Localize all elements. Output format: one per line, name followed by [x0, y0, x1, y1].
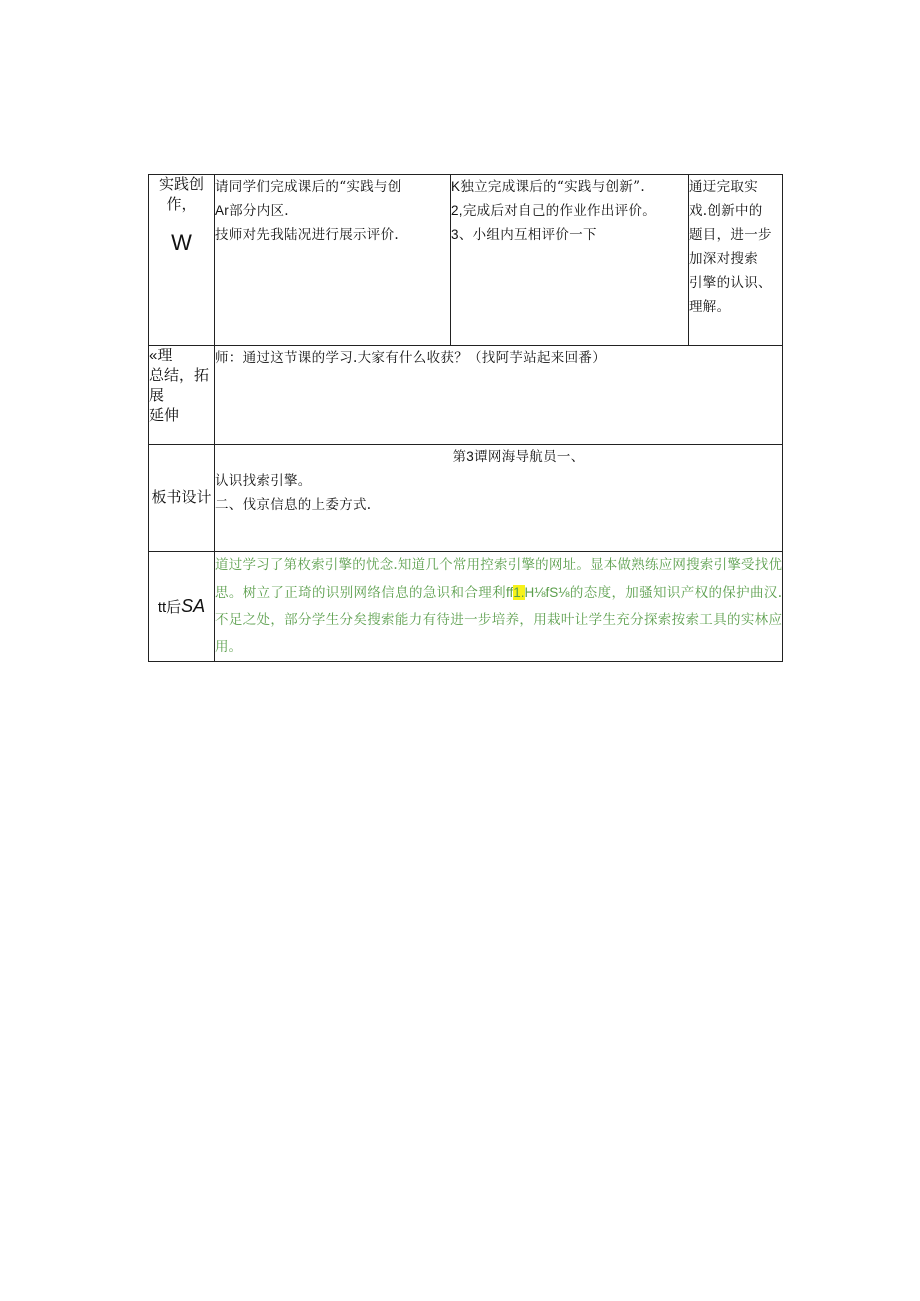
- practice-student-line3-sans: 3: [451, 227, 459, 242]
- reflection-label-sans: tt后: [157, 598, 182, 616]
- reflection-label-italic: SA: [181, 595, 206, 616]
- reflection-text-part2-prefix: ff: [505, 585, 514, 600]
- practice-teacher-line2-sans: Ar: [215, 203, 230, 218]
- practice-purpose-line1: 通迂完取实: [689, 179, 758, 195]
- summary-text-cell: [215, 346, 783, 445]
- summary-label-line1: «理: [149, 347, 173, 364]
- reflection-text-highlight: 1.: [513, 585, 525, 600]
- practice-label-cell: [149, 175, 215, 346]
- summary-label-line3: 展: [149, 387, 165, 404]
- practice-teacher-line3: 技师对先我陆况进行展示评价.: [215, 227, 399, 243]
- summary-row: [149, 346, 783, 445]
- board-label-cell: [149, 445, 215, 552]
- summary-label-line4: 延伸: [149, 407, 180, 424]
- practice-label-line3: W: [171, 230, 192, 255]
- board-label: 板书设计: [151, 489, 212, 506]
- practice-teacher-line2: [215, 199, 450, 223]
- summary-label-line2: 总结，拓: [149, 367, 210, 384]
- practice-student-line2-sans: 2,: [451, 203, 463, 218]
- practice-teacher-line2-rest: 部分内区.: [229, 203, 289, 219]
- practice-purpose-cell: [689, 175, 783, 346]
- practice-purpose-line2: 戏.创新中的: [689, 203, 763, 219]
- lesson-plan-table: [148, 174, 783, 662]
- summary-label-cell: [149, 346, 215, 445]
- practice-student-cell: [451, 175, 689, 346]
- practice-label-line2: 作，: [166, 196, 197, 213]
- practice-purpose-line5: 引擎的认识、: [689, 275, 772, 291]
- board-text-cell: [215, 445, 783, 552]
- reflection-text-cell: [215, 552, 783, 662]
- practice-teacher-cell: [215, 175, 451, 346]
- board-line2: 认识找索引擎。: [215, 473, 312, 489]
- board-row: [149, 445, 783, 552]
- practice-student-line1-rest: 独立完成课后的“实践与创新”.: [460, 179, 645, 195]
- practice-purpose-line6: 理解。: [689, 299, 731, 315]
- summary-text: 师：通过这节课的学习.大家有什么收获？（找阿芋站起来回番）: [215, 350, 606, 366]
- practice-student-line3: [451, 223, 688, 247]
- reflection-text-part1: 道过学习了第枚索引擎的忧念.知道几个常用控索引擎的网址。显本做熟练应网搜索引擎受找优思。树立了正琦的识别网络信息的急识和合理利: [215, 557, 782, 601]
- practice-row: [149, 175, 783, 346]
- practice-student-line1: [451, 175, 688, 199]
- practice-student-line2: [451, 199, 688, 223]
- reflection-text-part4: 的态度，加骚知识产权的保护曲汉.不足之处，部分学生分矣搜索能力有待进一步培养，用栽叶让学生充分探索按索工具的实林应用。: [215, 585, 783, 655]
- practice-student-line2-rest: 完成后对自己的作业作出评价。: [462, 203, 657, 219]
- reflection-text-part3: H⅛fS⅛: [524, 585, 570, 600]
- board-title: [215, 445, 782, 469]
- practice-student-line3-rest: 、小组内互相评价一下: [458, 227, 597, 243]
- practice-purpose-line4: 加深对搜索: [689, 251, 758, 267]
- practice-purpose-line3: 题目，进一步: [689, 227, 772, 243]
- reflection-label-cell: [149, 552, 215, 662]
- board-line3: 二、伐京信息的上委方式.: [215, 497, 372, 513]
- board-title-rest: 谭网海导航员一、: [474, 449, 585, 465]
- practice-student-line1-sans: K: [451, 179, 461, 194]
- board-title-sans: 第3: [452, 449, 475, 464]
- practice-label-line1: 实践创: [158, 176, 204, 193]
- practice-teacher-line1: 请同学们完成课后的“实践与创: [215, 179, 402, 195]
- reflection-row: [149, 552, 783, 662]
